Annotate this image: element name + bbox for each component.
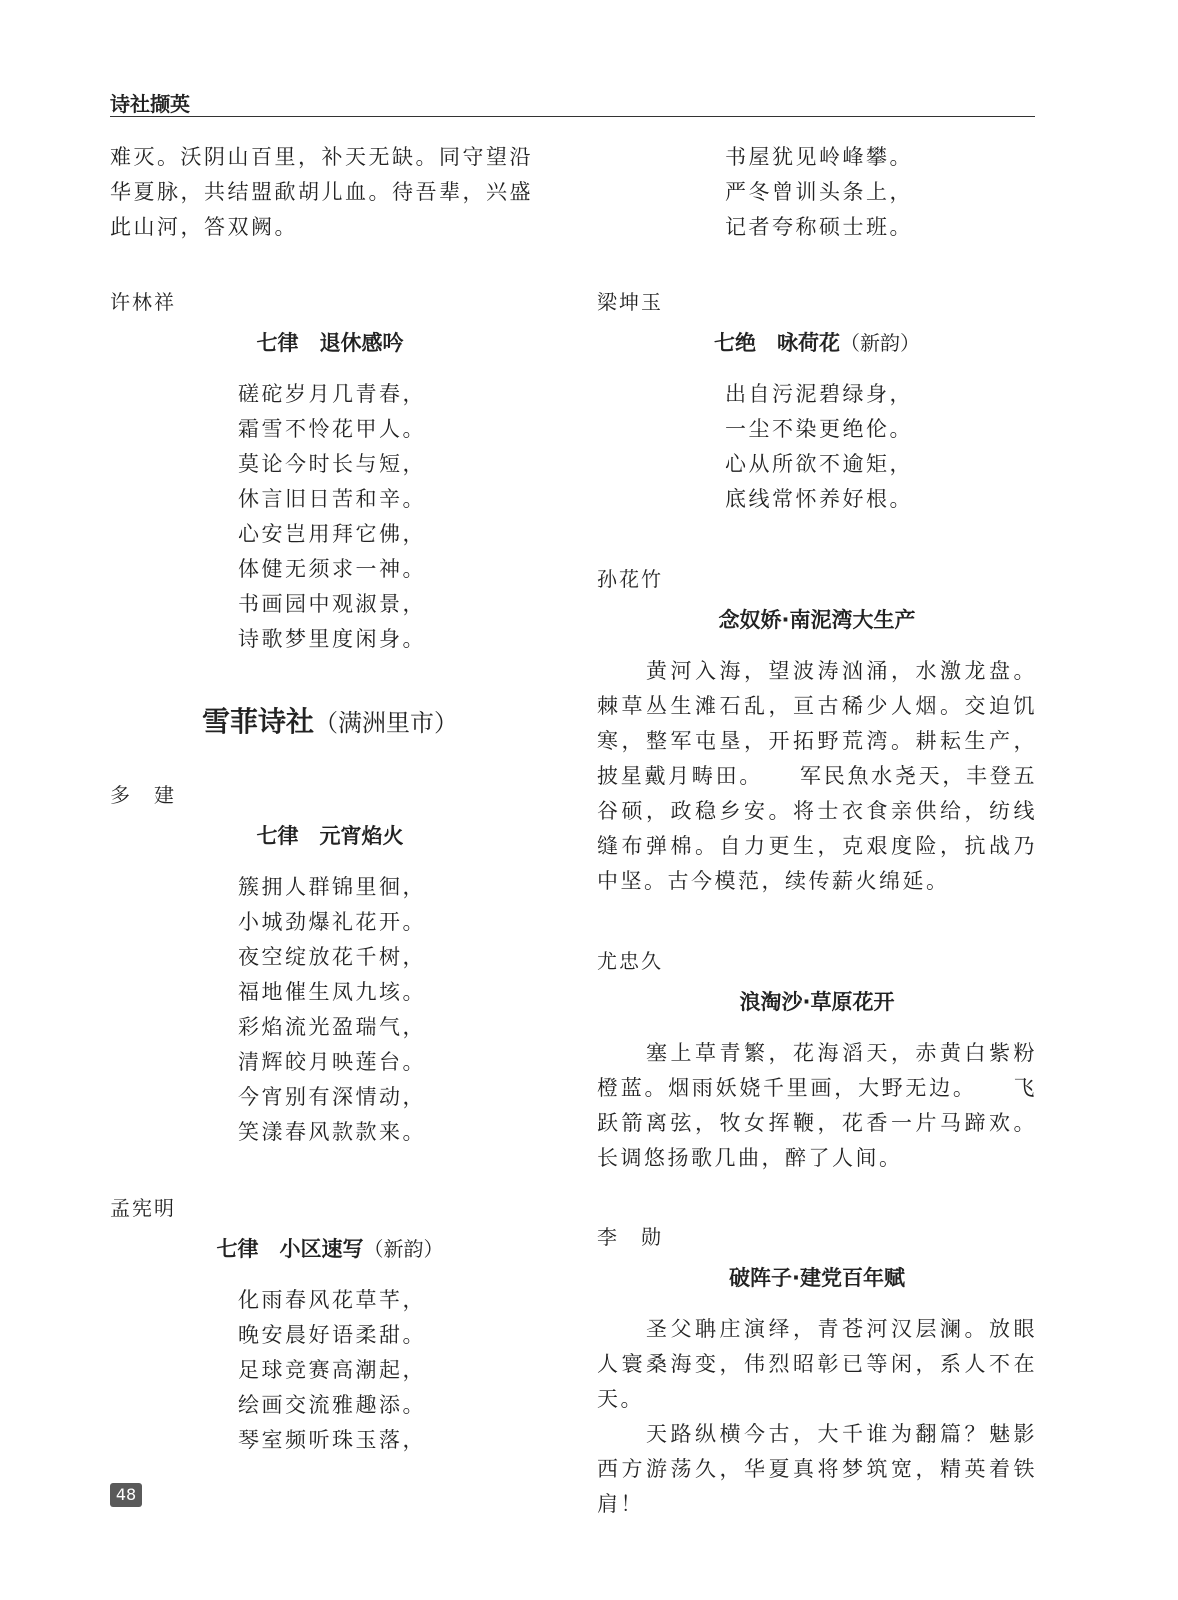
poem-block: [110, 780, 550, 1150]
poem-text: 天路纵横今古，大千谁为翻篇？魅影西方游荡久，华夏真将梦筑宽，精英着铁肩！: [597, 1422, 1037, 1516]
verse-line: 心从所欲不逾矩，: [725, 452, 913, 476]
verse-line: 体健无须求一神。: [238, 557, 426, 581]
poem-title: 七律 元宵焰火: [256, 824, 404, 848]
verse-line: 化雨春风花草芊，: [238, 1288, 426, 1312]
verse-line: 琴室频听珠玉落，: [238, 1428, 426, 1452]
poem-title: 七绝 咏荷花（新韵）: [714, 331, 920, 355]
text-line: 难灭。沃阴山百里，补天无缺。同守望沿: [110, 145, 533, 169]
poem-block: [110, 1193, 550, 1458]
verse-line: 簇拥人群锦里徊，: [238, 875, 426, 899]
text-line: 华夏脉，共结盟歃胡儿血。待吾辈，兴盛: [110, 180, 533, 204]
verse-line: 出自污泥碧绿身，: [725, 382, 913, 406]
verse-line: 严冬曾训头条上，: [725, 180, 913, 204]
poem-author: 梁坤玉: [597, 290, 663, 314]
verse-line: 今宵别有深情动，: [238, 1085, 426, 1109]
left-intro: [110, 140, 550, 245]
verse-line: 福地催生凤九垓。: [238, 980, 426, 1004]
verse-line: 记者夸称硕士班。: [725, 215, 913, 239]
society-name: 雪菲诗社: [201, 705, 314, 738]
poem-title: 念奴娇·南泥湾大生产: [718, 608, 916, 632]
verse-line: 彩焰流光盈瑞气，: [238, 1015, 426, 1039]
text-line: 此山河，答双阙。: [110, 215, 298, 239]
right-intro: [597, 140, 1037, 245]
verse-line: 磋砣岁月几青春，: [238, 382, 426, 406]
poem-author: 多 建: [110, 783, 176, 807]
section-title: 诗社撷英: [110, 92, 190, 116]
poem-author: 孟宪明: [110, 1196, 176, 1220]
verse-line: 休言旧日苦和辛。: [238, 487, 426, 511]
poem-block: [597, 1222, 1037, 1522]
verse-line: 一尘不染更绝伦。: [725, 417, 913, 441]
page-number: 48: [110, 1483, 142, 1507]
poem-text: 塞上草青繁，花海滔天，赤黄白紫粉橙蓝。烟雨妖娆千里画，大野无边。 飞跃箭离弦，牧女挥鞭，花香一片马蹄欢。长调悠扬歌几曲，醉了人间。: [597, 1041, 1037, 1170]
verse-line: 笑漾春风款款来。: [238, 1120, 426, 1144]
poem-text: 圣父聃庄演绎，青苍河汉层澜。放眼人寰桑海变，伟烈昭彰已等闲，系人不在天。: [597, 1317, 1037, 1411]
poem-title: 浪淘沙·草原花开: [739, 990, 895, 1014]
page-header: [110, 86, 1035, 117]
verse-line: 晚安晨好语柔甜。: [238, 1323, 426, 1347]
verse-line: 霜雪不怜花甲人。: [238, 417, 426, 441]
verse-line: 小城劲爆礼花开。: [238, 910, 426, 934]
poem-block: [597, 946, 1037, 1176]
verse-line: 底线常怀养好根。: [725, 487, 913, 511]
verse-line: 莫论今时长与短，: [238, 452, 426, 476]
society-location: （满洲里市）: [314, 709, 458, 737]
poem-author: 尤忠久: [597, 949, 663, 973]
verse-line: 足球竞赛高潮起，: [238, 1358, 426, 1382]
poem-block: [597, 564, 1037, 899]
poem-title: 破阵子·建党百年赋: [729, 1266, 905, 1290]
poem-author: 许林祥: [110, 290, 176, 314]
poem-author: 李 勋: [597, 1225, 663, 1249]
poem-title: 七律 小区速写（新韵）: [216, 1237, 444, 1261]
verse-line: 夜空绽放花千树，: [238, 945, 426, 969]
verse-line: 清辉皎月映莲台。: [238, 1050, 426, 1074]
poem-title: 七律 退休感吟: [256, 331, 404, 355]
verse-line: 诗歌梦里度闲身。: [238, 627, 426, 651]
verse-line: 书屋犹见岭峰攀。: [725, 145, 913, 169]
poem-block: [110, 287, 550, 657]
verse-line: 心安岂用拜它佛，: [238, 522, 426, 546]
poem-text: 黄河入海，望波涛汹涌，水激龙盘。棘草丛生滩石乱，亘古稀少人烟。交迫饥寒，整军屯垦，开拓野荒湾。耕耘生产，披星戴月畴田。 军民魚水尧天，丰登五谷硕，政稳乡安。将士衣食亲供给，纺线缝布弹棉。自力更生，克艰度险，抗战乃中坚。古今模范，续传薪火绵延。: [597, 659, 1037, 893]
poem-author: 孙花竹: [597, 567, 663, 591]
poem-block: [597, 287, 1037, 517]
poetry-society-heading: [110, 702, 550, 743]
verse-line: 绘画交流雅趣添。: [238, 1393, 426, 1417]
verse-line: 书画园中观淑景，: [238, 592, 426, 616]
